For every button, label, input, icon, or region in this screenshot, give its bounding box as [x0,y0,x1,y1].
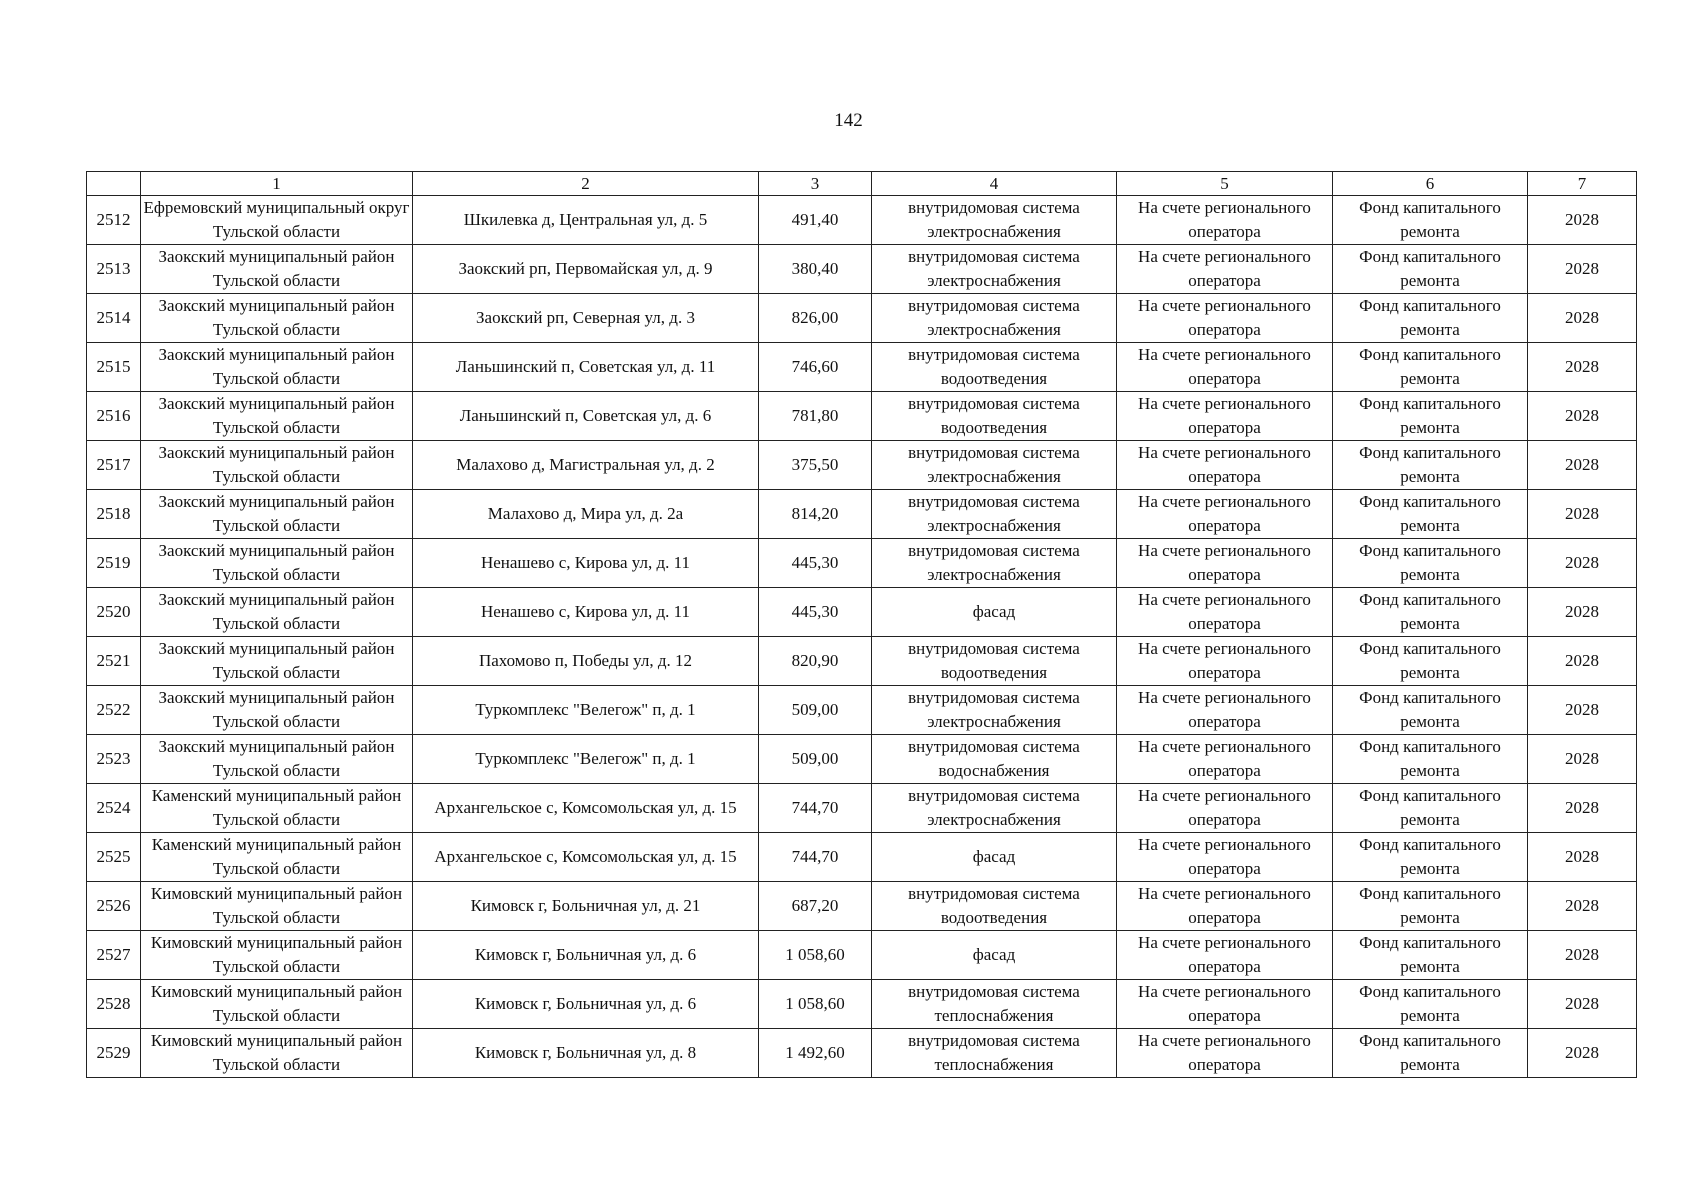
cell-row-number: 2513 [87,245,141,294]
cell-row-number: 2518 [87,490,141,539]
table-row [87,980,1637,1029]
cell-year: 2028 [1528,637,1637,686]
cell-row-number: 2519 [87,539,141,588]
cell-funding-source: Фонд капитального ремонта [1333,686,1528,735]
cell-municipality: Кимовский муниципальный район Тульской области [141,980,413,1029]
table-row [87,245,1637,294]
cell-funding-source: Фонд капитального ремонта [1333,245,1528,294]
cell-address: Заокский рп, Северная ул, д. 3 [413,294,759,343]
cell-municipality: Заокский муниципальный район Тульской области [141,441,413,490]
cell-funding-source: Фонд капитального ремонта [1333,490,1528,539]
cell-funding-source: Фонд капитального ремонта [1333,980,1528,1029]
cell-area: 380,40 [759,245,872,294]
cell-work-type: внутридомовая система электроснабжения [872,539,1117,588]
table-header-row [87,172,1637,196]
column-header: 6 [1333,172,1528,196]
table-row [87,294,1637,343]
cell-area: 509,00 [759,686,872,735]
cell-work-type: внутридомовая система теплоснабжения [872,1029,1117,1078]
cell-work-type: внутридомовая система электроснабжения [872,490,1117,539]
cell-fund-account: На счете регионального оператора [1117,882,1333,931]
cell-municipality: Кимовский муниципальный район Тульской области [141,882,413,931]
cell-fund-account: На счете регионального оператора [1117,490,1333,539]
cell-area: 1 058,60 [759,931,872,980]
cell-municipality: Заокский муниципальный район Тульской области [141,735,413,784]
cell-funding-source: Фонд капитального ремонта [1333,441,1528,490]
table-row [87,784,1637,833]
cell-fund-account: На счете регионального оператора [1117,294,1333,343]
cell-funding-source: Фонд капитального ремонта [1333,1029,1528,1078]
cell-work-type: внутридомовая система электроснабжения [872,245,1117,294]
cell-municipality: Заокский муниципальный район Тульской области [141,637,413,686]
cell-work-type: внутридомовая система электроснабжения [872,686,1117,735]
cell-municipality: Каменский муниципальный район Тульской области [141,833,413,882]
cell-address: Кимовск г, Больничная ул, д. 21 [413,882,759,931]
cell-year: 2028 [1528,294,1637,343]
cell-work-type: внутридомовая система водоотведения [872,882,1117,931]
cell-year: 2028 [1528,196,1637,245]
cell-work-type: внутридомовая система электроснабжения [872,294,1117,343]
cell-municipality: Заокский муниципальный район Тульской области [141,539,413,588]
cell-funding-source: Фонд капитального ремонта [1333,735,1528,784]
cell-municipality: Заокский муниципальный район Тульской области [141,686,413,735]
cell-funding-source: Фонд капитального ремонта [1333,833,1528,882]
cell-address: Туркомплекс "Велегож" п, д. 1 [413,735,759,784]
cell-row-number: 2525 [87,833,141,882]
table-row [87,343,1637,392]
cell-fund-account: На счете регионального оператора [1117,931,1333,980]
cell-area: 1 492,60 [759,1029,872,1078]
cell-address: Архангельское с, Комсомольская ул, д. 15 [413,833,759,882]
cell-fund-account: На счете регионального оператора [1117,833,1333,882]
column-header: 5 [1117,172,1333,196]
cell-work-type: внутридомовая система водоотведения [872,637,1117,686]
cell-address: Ланьшинский п, Советская ул, д. 6 [413,392,759,441]
cell-year: 2028 [1528,686,1637,735]
cell-address: Малахово д, Магистральная ул, д. 2 [413,441,759,490]
cell-work-type: фасад [872,588,1117,637]
cell-address: Пахомово п, Победы ул, д. 12 [413,637,759,686]
cell-funding-source: Фонд капитального ремонта [1333,882,1528,931]
cell-address: Заокский рп, Первомайская ул, д. 9 [413,245,759,294]
table-row [87,539,1637,588]
cell-funding-source: Фонд капитального ремонта [1333,294,1528,343]
table-row [87,931,1637,980]
cell-row-number: 2522 [87,686,141,735]
registry-table [86,171,1637,1078]
cell-year: 2028 [1528,784,1637,833]
cell-year: 2028 [1528,980,1637,1029]
cell-municipality: Заокский муниципальный район Тульской области [141,588,413,637]
cell-fund-account: На счете регионального оператора [1117,441,1333,490]
cell-funding-source: Фонд капитального ремонта [1333,637,1528,686]
column-header: 2 [413,172,759,196]
cell-area: 509,00 [759,735,872,784]
cell-year: 2028 [1528,833,1637,882]
cell-funding-source: Фонд капитального ремонта [1333,196,1528,245]
cell-area: 445,30 [759,539,872,588]
table-row [87,588,1637,637]
cell-year: 2028 [1528,245,1637,294]
cell-address: Кимовск г, Больничная ул, д. 6 [413,980,759,1029]
cell-fund-account: На счете регионального оператора [1117,539,1333,588]
cell-fund-account: На счете регионального оператора [1117,343,1333,392]
cell-area: 445,30 [759,588,872,637]
column-header [87,172,141,196]
cell-row-number: 2521 [87,637,141,686]
cell-row-number: 2523 [87,735,141,784]
cell-fund-account: На счете регионального оператора [1117,588,1333,637]
cell-work-type: внутридомовая система теплоснабжения [872,980,1117,1029]
cell-work-type: внутридомовая система электроснабжения [872,441,1117,490]
table-row [87,1029,1637,1078]
cell-row-number: 2524 [87,784,141,833]
cell-funding-source: Фонд капитального ремонта [1333,539,1528,588]
cell-year: 2028 [1528,882,1637,931]
cell-year: 2028 [1528,735,1637,784]
cell-address: Кимовск г, Больничная ул, д. 8 [413,1029,759,1078]
cell-funding-source: Фонд капитального ремонта [1333,392,1528,441]
cell-row-number: 2517 [87,441,141,490]
cell-fund-account: На счете регионального оператора [1117,686,1333,735]
cell-row-number: 2528 [87,980,141,1029]
cell-area: 1 058,60 [759,980,872,1029]
cell-area: 375,50 [759,441,872,490]
cell-municipality: Кимовский муниципальный район Тульской области [141,931,413,980]
column-header: 7 [1528,172,1637,196]
table-row [87,490,1637,539]
cell-address: Шкилевка д, Центральная ул, д. 5 [413,196,759,245]
cell-area: 744,70 [759,833,872,882]
cell-fund-account: На счете регионального оператора [1117,980,1333,1029]
cell-area: 687,20 [759,882,872,931]
column-header: 1 [141,172,413,196]
cell-address: Кимовск г, Больничная ул, д. 6 [413,931,759,980]
cell-municipality: Заокский муниципальный район Тульской области [141,392,413,441]
cell-year: 2028 [1528,392,1637,441]
cell-fund-account: На счете регионального оператора [1117,245,1333,294]
cell-work-type: фасад [872,833,1117,882]
cell-area: 491,40 [759,196,872,245]
cell-municipality: Заокский муниципальный район Тульской области [141,343,413,392]
cell-year: 2028 [1528,539,1637,588]
cell-year: 2028 [1528,490,1637,539]
cell-area: 814,20 [759,490,872,539]
cell-funding-source: Фонд капитального ремонта [1333,588,1528,637]
cell-row-number: 2520 [87,588,141,637]
cell-year: 2028 [1528,441,1637,490]
cell-address: Малахово д, Мира ул, д. 2а [413,490,759,539]
cell-area: 826,00 [759,294,872,343]
cell-work-type: внутридомовая система водоотведения [872,343,1117,392]
cell-fund-account: На счете регионального оператора [1117,784,1333,833]
cell-municipality: Кимовский муниципальный район Тульской области [141,1029,413,1078]
cell-fund-account: На счете регионального оператора [1117,735,1333,784]
cell-address: Архангельское с, Комсомольская ул, д. 15 [413,784,759,833]
cell-area: 744,70 [759,784,872,833]
page-number: 142 [834,110,863,131]
cell-row-number: 2526 [87,882,141,931]
cell-municipality: Заокский муниципальный район Тульской области [141,245,413,294]
cell-funding-source: Фонд капитального ремонта [1333,931,1528,980]
cell-fund-account: На счете регионального оператора [1117,1029,1333,1078]
cell-row-number: 2515 [87,343,141,392]
cell-row-number: 2529 [87,1029,141,1078]
cell-municipality: Каменский муниципальный район Тульской области [141,784,413,833]
cell-work-type: фасад [872,931,1117,980]
table-row [87,392,1637,441]
cell-row-number: 2516 [87,392,141,441]
cell-area: 781,80 [759,392,872,441]
cell-area: 820,90 [759,637,872,686]
table-row [87,441,1637,490]
column-header: 3 [759,172,872,196]
cell-municipality: Заокский муниципальный район Тульской области [141,490,413,539]
cell-year: 2028 [1528,588,1637,637]
cell-address: Туркомплекс "Велегож" п, д. 1 [413,686,759,735]
cell-work-type: внутридомовая система водоснабжения [872,735,1117,784]
cell-year: 2028 [1528,343,1637,392]
cell-row-number: 2512 [87,196,141,245]
cell-address: Ненашево с, Кирова ул, д. 11 [413,588,759,637]
cell-work-type: внутридомовая система электроснабжения [872,196,1117,245]
cell-funding-source: Фонд капитального ремонта [1333,784,1528,833]
cell-fund-account: На счете регионального оператора [1117,392,1333,441]
cell-row-number: 2514 [87,294,141,343]
cell-fund-account: На счете регионального оператора [1117,196,1333,245]
cell-year: 2028 [1528,1029,1637,1078]
cell-address: Ненашево с, Кирова ул, д. 11 [413,539,759,588]
cell-municipality: Заокский муниципальный район Тульской области [141,294,413,343]
cell-municipality: Ефремовский муниципальный округ Тульской области [141,196,413,245]
cell-year: 2028 [1528,931,1637,980]
table-row [87,196,1637,245]
table-row [87,882,1637,931]
cell-work-type: внутридомовая система водоотведения [872,392,1117,441]
cell-work-type: внутридомовая система электроснабжения [872,784,1117,833]
table-row [87,833,1637,882]
cell-area: 746,60 [759,343,872,392]
cell-row-number: 2527 [87,931,141,980]
cell-fund-account: На счете регионального оператора [1117,637,1333,686]
cell-funding-source: Фонд капитального ремонта [1333,343,1528,392]
table-row [87,637,1637,686]
cell-address: Ланьшинский п, Советская ул, д. 11 [413,343,759,392]
column-header: 4 [872,172,1117,196]
table-row [87,735,1637,784]
table-row [87,686,1637,735]
